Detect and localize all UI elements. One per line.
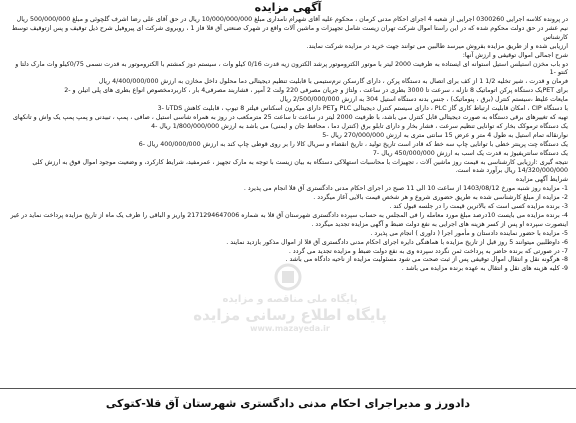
watermark-line1: پایگاه ملی مناقصه و مزایده <box>222 294 358 305</box>
footer-divider <box>0 388 576 389</box>
watermark-url: www.mazayeda.ir <box>250 324 330 333</box>
signature-line: دادورز و مدیراجرای احکام مدنی دادگستری شهرستان آق قلا-کتوکی <box>105 397 471 410</box>
watermark-line2: پایگاه اطلاع رسانی مزایده <box>193 306 387 324</box>
watermark-logo-icon <box>262 262 314 292</box>
page-title: آگهی مزایده <box>254 1 322 14</box>
notice-body: در پرونده کلاسه اجرایی 0300260 اجرایی از شعبه 4 اجرای احکام مدنی کرمان ، محکوم علیه آقای شهرام نامداری مبلغ 10/000/000/000 ریال در حق آقای علی رضا اشرف گلچوئی و مبلغ 500/000/000 ریال نیم عشر در حق دولت محکوم شده که در این راستا اموال شرکت تهران زیست شامل تجهیزات و ماشین آلات واقع در شهرک صنعتی آق قلا فاز 1 ، روبروی شرکت ای پیروفیل شرح ذیل توقیف و پس ازتوقیف توسط کارشناس ارزیابی شده و از طریق مزایده بفروش میرسد طالبین می توانند جهت خرید در مزایده شرکت نمایند. شرح اجمالی اموال توقیفی و ارزش آنها: دو باب مخزن استیلس استیل استوانه ای ایستاده به ظرفیت 2000 لیتر با موتور الکتروموتور پرشد الکترون زیه قدرت 0/16 کیلو وات ، سیستم دوز کمشتم با الکتروموتور به قدرت نسمی 0/75کیلو وات مارک دلتا و کنتو -1 فرمان و قدرت ، شیر تخلیه 1/2 1 از کف برای اتصال به دستگاه پرکن ، دارای گارسکن نرم‌ستیمی با قابلیت تنظیم دیجیتالی دما محلول داخل مخازن به ارزش 4/400/000/000 ریال برای PETیک دستگاه پرکن اتوماتیک 8 نازله ، سرعت تا 3000 بطری در ساعت ، ولتاژ و جریان مصرفی 220 ولت 2 آمپر ، فشاربند مصرفی4 بار ، کاربردمخصوص انواع بطری های پلی اتیلن و -2 مایعات غلیظ ،سیستم کنترل (برق ، پنوماتیک) ، جنس بدنه دستگاه استیل 304 به ارزش 2/500/000/000 ریال با دستگاه CIP ، امکان قابلیت ارتباط کاری گاز PLC ، دارای سیستم کنترل دیجیتالی PLC وPET دارای میکرون اسکناس فیلتر 8 تیوپ ، قابلیت کاهش TDSتا -3 تهیه که تغییرهای برقی دستگاه به صورت دیجیتالی قابل کنترل می باشد، با ظرفیت 2000 لیتر در ساعت تا ساعت 25 مترمکعب در روز به همراه شاسی استیل ، صافی ، پمپ ، تبیدنی و پمپ پمپ یک واش و تانکهای یک دستگاه ترموکک بخار که توانایی تنظیم سرعت ، فشار بخار و دارای تابلو برق (کنترل دما ، محافظ جان و ایمنی) می باشد به ارزش 1/800/000/000 ریال -4 نوارنقاله تمام استیل به طول 4 متر و عرض 15 سانتی متری به ارزش 270/000/000 ریال -5 یک دستگاه چت پرینتر خطی با توانایی چاپ سه خط که قادر است تاریخ تولید ، تاریخ انقضاء و سریال کالا را بر روی قوطی چاپ کند به ارزش 400/000/000 ریال -6 یک دستگاه سانتریفیوژ به قدرت یک اسب به ارزش 450/000/000 ریال -7 نتیجه گیری :ارزیابی کارشناسی به قیمت روز ماشین آلات ، تجهیزات با محاسبات استهلاکی دستگاه به بیان زیست با توجه به مارک تجهیز ، عمرمفید، شرایط کارکرد، و وضعیت موجود اموال فوق به ارزش کلی 14/320/000/000 ریال برآورد شده است. شرایط آگهی مزایده 1- مزایده روز شنبه مورخ 1403/08/12 از ساعت 10 الی 11 صبح در اجرای احکام مدنی دادگستری آق قلا انجام می پذیرد . 2- مزایده از مبلغ کارشناسی شده به طریق حضوری شروع و هر شخص قیمت بالایی آغاز میگردد . 3- برنده مزایده کسی است که بالاترین قیمت را در جلسه قبول کند . 4- برنده مزایده می بایست 10درصد مبلغ مورد معامله را فی المجلس به حساب سپرده دادگستری شهرستان آق قلا به شماره 2171294647006 واریز و الباقی را ظرف یک ماه از تاریخ مزایده پرداخت نماید در غیر اینصورت سپرده او پس از کسر هزینه های اجرایی به نفع دولت ضبط و آگهی مزایده تجدید میگردد . 5- مزایده با حضور نماینده دادستان و مأمور اجرا ( داوری ) انجام می پذیرد . 6- داوطلبین میتوانند 5 روز قبل از تاریخ مزایده با هماهنگی دایره اجرای احکام مدنی دادگستری آق قلا از اموال مذکور بازدید نمایند . 7- در صورتی که برنده حاضر به پرداخت ثمن نگردد سپرده وی به نفع دولت ضبط و مزایده تجدید می گردد . 8- هرگونه نقل و انتقال اموال توقیفی پس از ثبت صحت می شود مسئولیت مزایده از ناحیه دادگاه می باشد . 9- کلیه هزینه های نقل و انتقال به عهده برنده مزایده می باشد . <box>10 16 568 273</box>
